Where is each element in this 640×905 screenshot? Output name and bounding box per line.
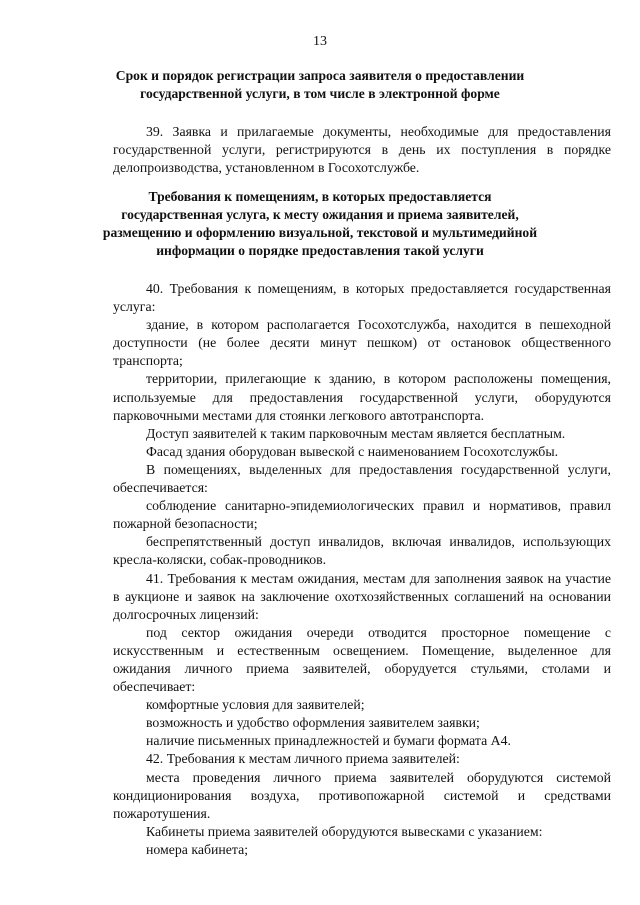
section-body-premises [113, 280, 611, 859]
section-body-registration [113, 123, 611, 177]
paragraph: номера кабинета; [146, 841, 249, 857]
paragraph: места проведения личного приема заявителей оборудуются системой кондиционирования воздуха, противопожарной системой и средствами пожаротушения. [113, 769, 611, 821]
paragraph: здание, в котором располагается Госохотслужба, находится в пешеходной доступности (не более десяти минут пешком) от остановок общественного транспорта; [113, 317, 611, 369]
paragraph: 41. Требования к местам ожидания, местам для заполнения заявок на участие в аукционе и заявок на заключение охотхозяйственных соглашений на основании долгосрочных лицензий: [113, 570, 611, 622]
paragraph: беспрепятственный доступ инвалидов, включая инвалидов, использующих кресла-коляски, собак-проводников. [113, 534, 611, 568]
paragraph: Доступ заявителей к таким парковочным местам является бесплатным. [146, 425, 566, 441]
page-number: 13 [313, 34, 327, 49]
paragraph: наличие письменных принадлежностей и бумаги формата А4. [146, 733, 511, 749]
paragraph: Фасад здания оборудован вывеской с наименованием Госохотслужбы. [146, 443, 559, 459]
paragraph-39: 39. Заявка и прилагаемые документы, необходимые для предоставления государственной услуги, регистрируются в день их поступления в порядке делопроизводства, установленном в Госохотслужбе. [113, 124, 611, 176]
paragraph: 42. Требования к местам личного приема заявителей: [146, 751, 460, 767]
paragraph: соблюдение санитарно-эпидемиологических правил и нормативов, правил пожарной безопасности; [113, 498, 611, 532]
paragraph: В помещениях, выделенных для предоставления государственной услуги, обеспечивается: [113, 461, 611, 496]
paragraph: под сектор ожидания очереди отводится просторное помещение с искусственным и естественным освещением. Помещение, выделенное для ожидания личного приема заявителей, оборудуется стульями, столами и обеспечивает: [113, 624, 611, 695]
paragraph: возможность и удобство оформления заявителем заявки; [146, 715, 480, 731]
section-heading-premises: Требования к помещениям, в которых предоставляется государственная услуга, к месту ожидания и приема заявителей, размещению и оформлению визуальной, текстовой и мультимедийной информации о порядке предоставления такой услуги [102, 189, 538, 258]
section-heading-registration: Срок и порядок регистрации запроса заявителя о предоставлении государственной услуги, в том числе в электронной форме [115, 68, 525, 101]
paragraph: 40. Требования к помещениям, в которых предоставляется государственная услуга: [113, 281, 611, 315]
paragraph: комфортные условия для заявителей; [146, 697, 365, 713]
paragraph: Кабинеты приема заявителей оборудуются вывесками с указанием: [146, 823, 543, 839]
paragraph: территории, прилегающие к зданию, в котором расположены помещения, используемые для предоставления государственной услуги, оборудуются парковочными местами для стоянки легкового автотранспорта. [113, 371, 611, 423]
